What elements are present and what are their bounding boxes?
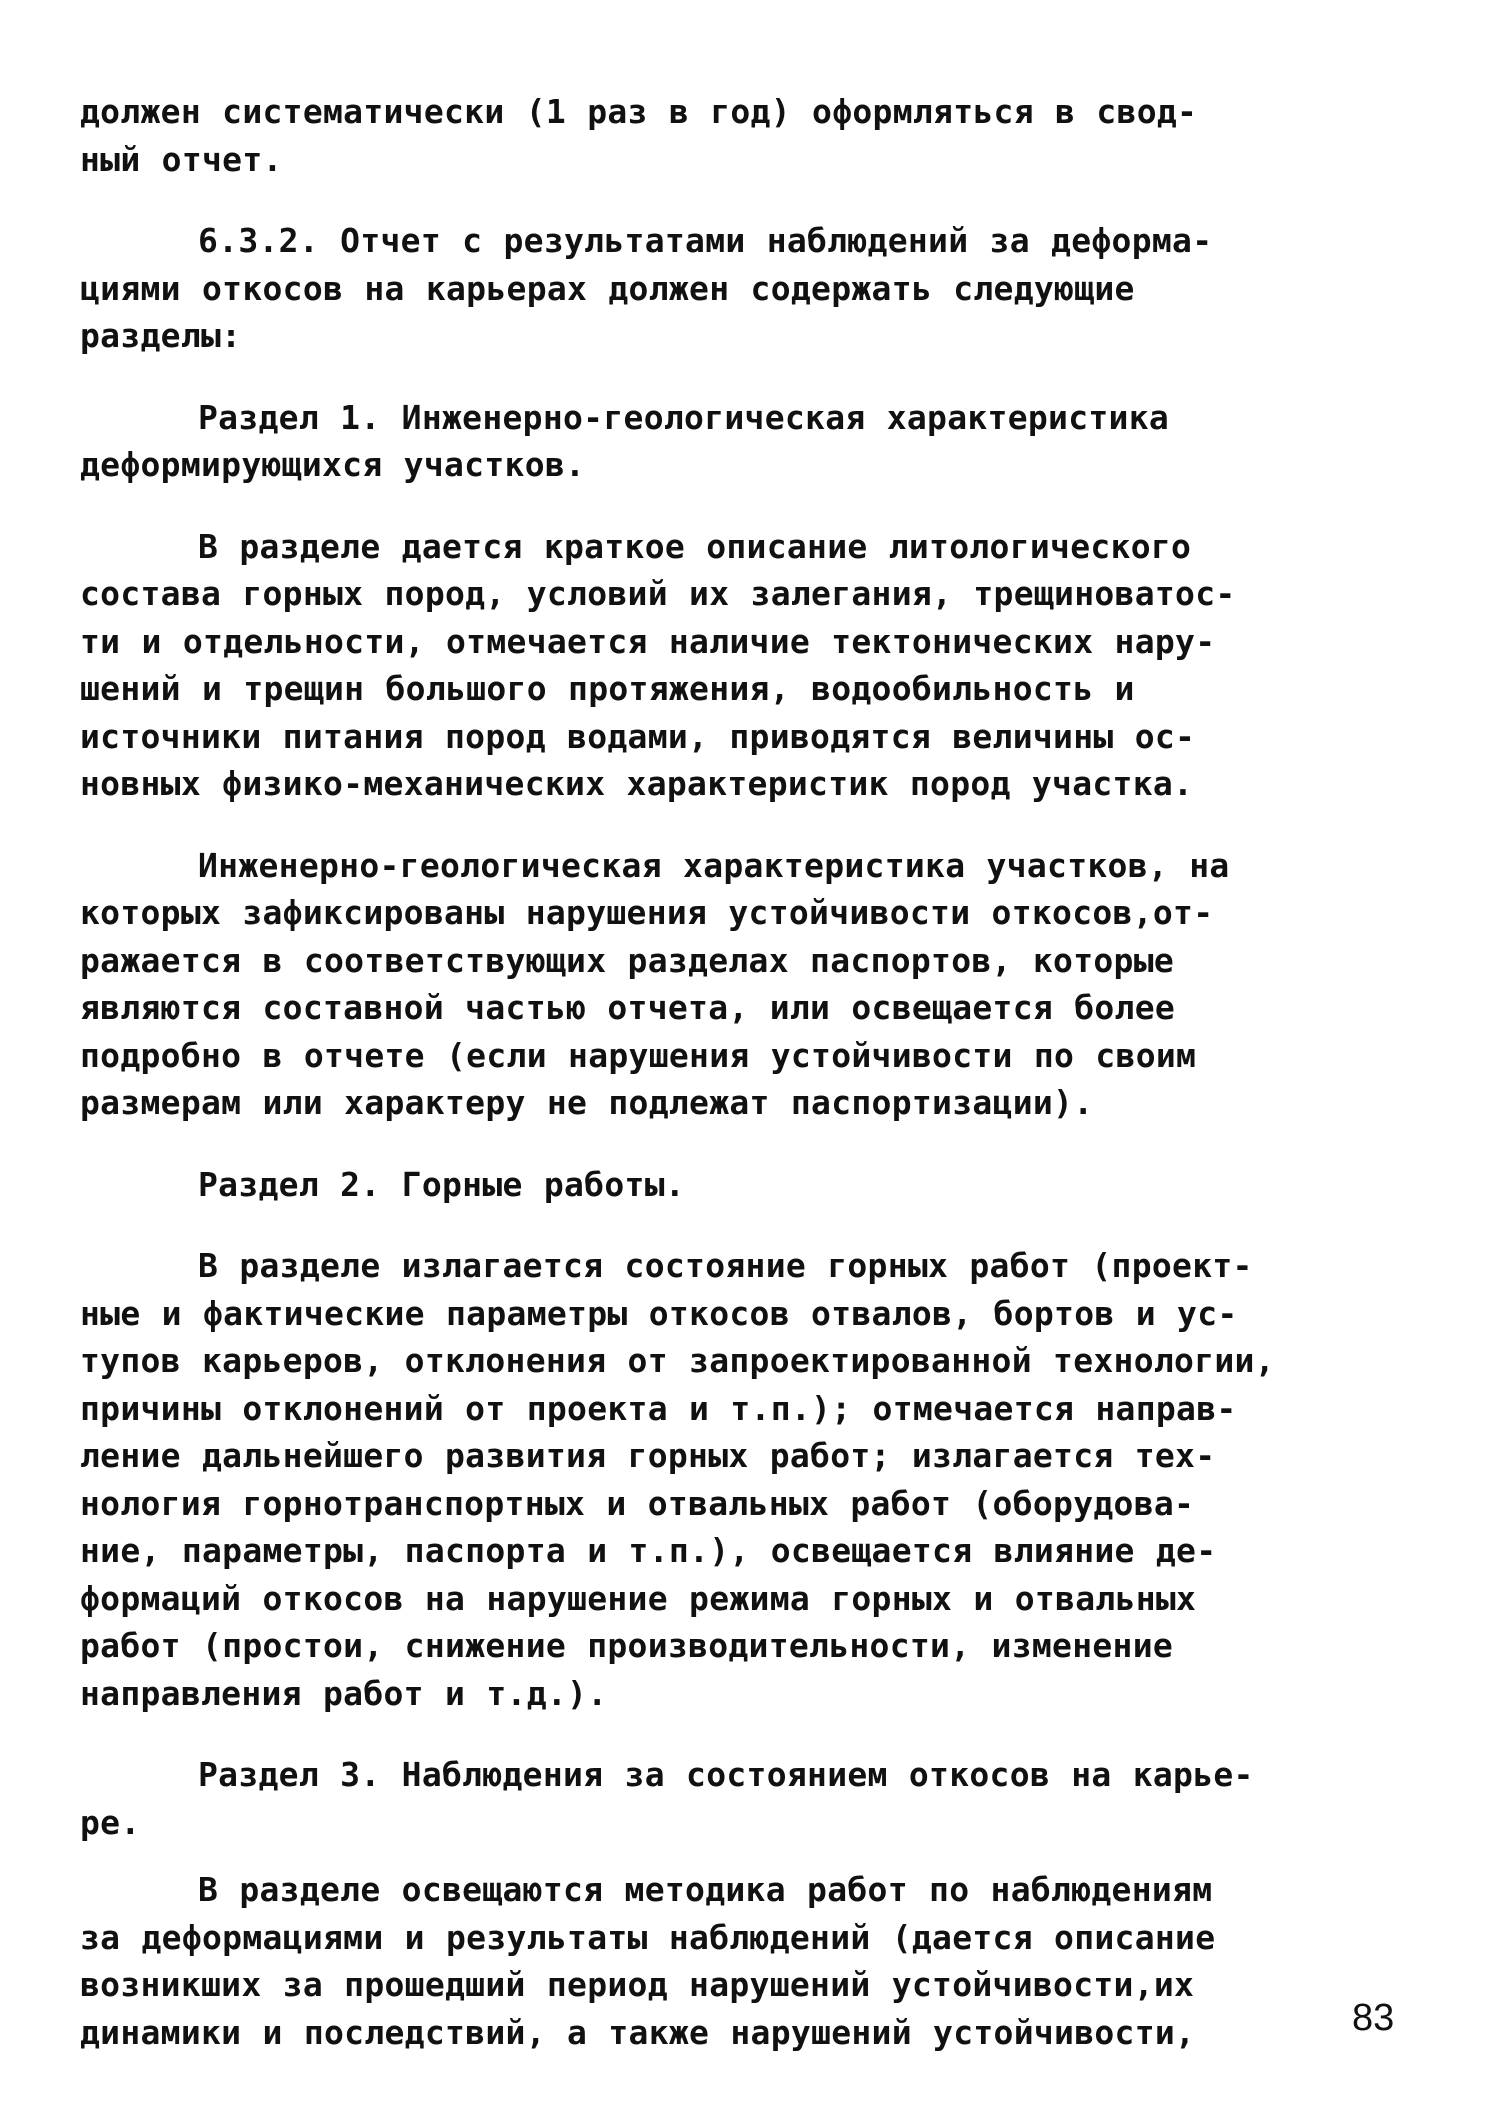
text-line: источники питания пород водами, приводятся величины ос- <box>80 716 1196 756</box>
text-line: ражается в соответствующих разделах паспортов, которые <box>80 940 1175 980</box>
text-line: деформирующихся участков. <box>80 445 586 484</box>
text-line: ние, параметры, паспорта и т.п.), освещается влияние де- <box>80 1531 1217 1570</box>
text-line: ные и фактические параметры откосов отвалов, бортов и ус- <box>80 1293 1238 1333</box>
text-line: нология горнотранспортных и отвальных работ (оборудова- <box>80 1483 1195 1523</box>
text-line: тупов карьеров, отклонения от запроектированной технологии, <box>80 1341 1275 1380</box>
text-line: размерам или характеру не подлежат паспортизации). <box>80 1083 1094 1122</box>
text-line: разделы: <box>80 316 242 355</box>
text-line: 6.3.2. Отчет с результатами наблюдений за деформа- <box>198 221 1213 260</box>
text-line: Раздел 1. Инженерно-геологическая характеристика <box>198 397 1170 437</box>
text-line: подробно в отчете (если нарушения устойчивости по своим <box>80 1035 1197 1075</box>
text-line: ти и отдельности, отмечается наличие тектонических нару- <box>80 621 1216 661</box>
heading-section-3 <box>80 1751 1440 1846</box>
paragraph-section-6-3-2 <box>80 217 1440 360</box>
text-line: должен систематически (1 раз в год) оформляться в свод- <box>80 92 1198 131</box>
heading-section-1 <box>80 394 1440 489</box>
text-line: Раздел 2. Горные работы. <box>198 1164 686 1204</box>
text-line: Раздел 3. Наблюдения за состоянием откосов на карье- <box>198 1755 1254 1794</box>
text-line: причины отклонений от проекта и т.п.); отмечается направ- <box>80 1388 1237 1428</box>
text-line: ление дальнейшего развития горных работ; излагается тех- <box>80 1436 1216 1475</box>
text-line: Инженерно-геологическая характеристика участков, на <box>198 845 1230 885</box>
text-line: динамики и последствий, а также нарушений устойчивости, <box>80 2012 1196 2052</box>
text-line: являются составной частью отчета, или освещается более <box>80 988 1176 1027</box>
text-line: возникших за прошедший период нарушений устойчивости,их <box>80 1965 1195 2004</box>
paragraph-section-1-passports <box>80 842 1440 1127</box>
text-line: за деформациями и результаты наблюдений (дается описание <box>80 1917 1216 1957</box>
text-line: В разделе дается краткое описание литологического <box>198 526 1192 566</box>
text-line: циями откосов на карьерах должен содержать следующие <box>80 268 1135 308</box>
paragraph-report-summary <box>80 88 1440 183</box>
paragraph-section-3-description <box>80 1866 1440 2056</box>
text-line: направления работ и т.д.). <box>80 1673 608 1713</box>
text-line: В разделе освещаются методика работ по наблюдениям <box>198 1870 1213 1909</box>
page-number: 83 <box>1352 1997 1395 2039</box>
text-line: работ (простои, снижение производительности, изменение <box>80 1626 1174 1665</box>
paragraph-section-2-description <box>80 1242 1440 1717</box>
text-line: состава горных пород, условий их залегания, трещиноватос- <box>80 574 1236 613</box>
text-line: новных физико-механических характеристик пород участка. <box>80 764 1194 803</box>
document-page <box>80 88 1440 2056</box>
paragraph-section-1-description <box>80 523 1440 808</box>
text-line: ный отчет. <box>80 139 283 179</box>
text-line: формаций откосов на нарушение режима горных и отвальных <box>80 1578 1197 1618</box>
text-line: ре. <box>80 1802 141 1842</box>
text-line: шений и трещин большого протяжения, водообильность и <box>80 669 1135 708</box>
heading-section-2 <box>80 1161 1440 1209</box>
text-line: В разделе излагается состояние горных работ (проект- <box>198 1246 1253 1285</box>
text-line: которых зафиксированы нарушения устойчивости откосов,от- <box>80 893 1214 932</box>
